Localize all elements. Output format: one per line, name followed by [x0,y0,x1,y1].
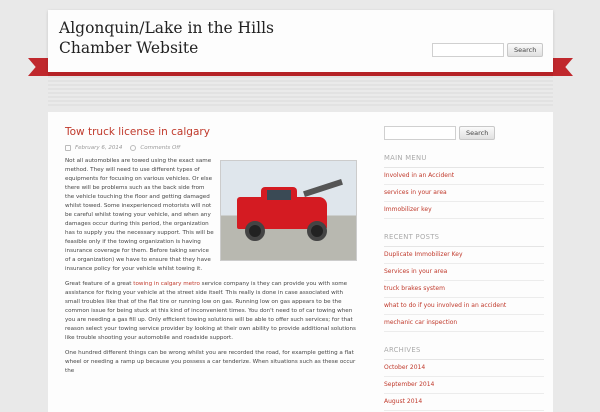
navigation-bar [48,72,553,106]
recent-posts-title: RECENT POSTS [384,233,544,247]
post-comments[interactable]: Comments Off [140,145,181,151]
recent-post-item[interactable]: Duplicate Immobilizer Key [384,247,544,264]
post-paragraph-1: Not all automobiles are towed using the exact same method. They will need to use different types of equipments for focusing on various vehicles. Or else there will be problems such as the back side from the vehicle touching the floor and getting damaged whilst towed. Some inexperienced motorists will not be careful whilst towing your vehicle, and when any damages occur during this period, the organization has to supply you the necessary support. This will be feasible only if the towing organization is having insurance coverage for them. Before taking service of a organization) we have to ensure that they have insurance policy for your vehicle whilst towing it. [65,158,214,272]
truck-front-wheel [245,221,265,241]
sidebar-search [384,126,544,140]
truck-boom-shape [303,179,343,197]
archive-item[interactable]: August 2014 [384,394,544,411]
main-menu-item[interactable]: Immobilizer key [384,202,544,219]
calendar-icon [65,145,71,151]
post-paragraph-2 [65,280,357,343]
main-menu-item[interactable]: services in your area [384,185,544,202]
recent-post-item[interactable]: Services in your area [384,264,544,281]
recent-posts-list [384,247,544,332]
sidebar-search-button[interactable]: Search [459,126,495,140]
recent-post-item[interactable]: truck brakes system [384,281,544,298]
truck-rear-wheel [307,221,327,241]
archives-title: ARCHIVES [384,346,544,360]
archive-item[interactable]: September 2014 [384,377,544,394]
recent-post-item[interactable]: what to do if you involved in an accident [384,298,544,315]
main-content [48,112,553,412]
main-menu-list [384,168,544,219]
post-paragraph-2-suffix: service company is they can provide you with some assistance for fixing your vehicle at the street side itself. This really is done in case associated with small troubles like that of the flat tire or running low on gas. Running low on gas appears to be the common issue for being stuck at this kind of inconvenient times. You don't need to of car towing when you are needing a gas fill up. Only efficient towing solutions will be able to offer such services; for that reason select your towing service provider by looking at their own ability to provide additional solutions like trouble shooting your automobile and roadside support. [65,281,356,341]
nav-bar-accent [48,72,553,76]
recent-posts-widget [384,233,544,332]
sidebar [384,126,544,411]
recent-post-item[interactable]: mechanic car inspection [384,315,544,332]
post-paragraph-3: One hundred different things can be wrong whilst you are recorded the road, for example getting a flat wheel or needing a ramp up because you possess a car tenderize. When situations such as these occur the [65,350,356,374]
towing-calgary-link[interactable]: towing in calgary metro [133,281,200,287]
archives-list [384,360,544,411]
main-menu-title: MAIN MENU [384,154,544,168]
post-paragraph-2-prefix: Great feature of a great [65,281,134,287]
truck-window-shape [267,190,291,200]
post-date[interactable]: February 6, 2014 [75,145,123,151]
archive-item[interactable]: October 2014 [384,360,544,377]
header-search-input[interactable] [432,43,504,57]
site-title[interactable]: Algonquin/Lake in the Hills Chamber Website [59,19,275,57]
post-title[interactable]: Tow truck license in calgary [65,126,210,138]
site-header [48,10,553,72]
tow-truck-photo [220,160,357,261]
header-search-button[interactable]: Search [507,43,543,57]
post-meta [65,145,357,151]
ribbon-right-decoration [551,58,573,76]
archives-widget [384,346,544,411]
post [65,126,357,376]
ribbon-left-decoration [28,58,50,76]
sidebar-search-input[interactable] [384,126,456,140]
main-menu-item[interactable]: Involved in an Accident [384,168,544,185]
post-body [65,157,357,376]
main-menu-widget [384,154,544,219]
comment-icon [130,145,136,151]
